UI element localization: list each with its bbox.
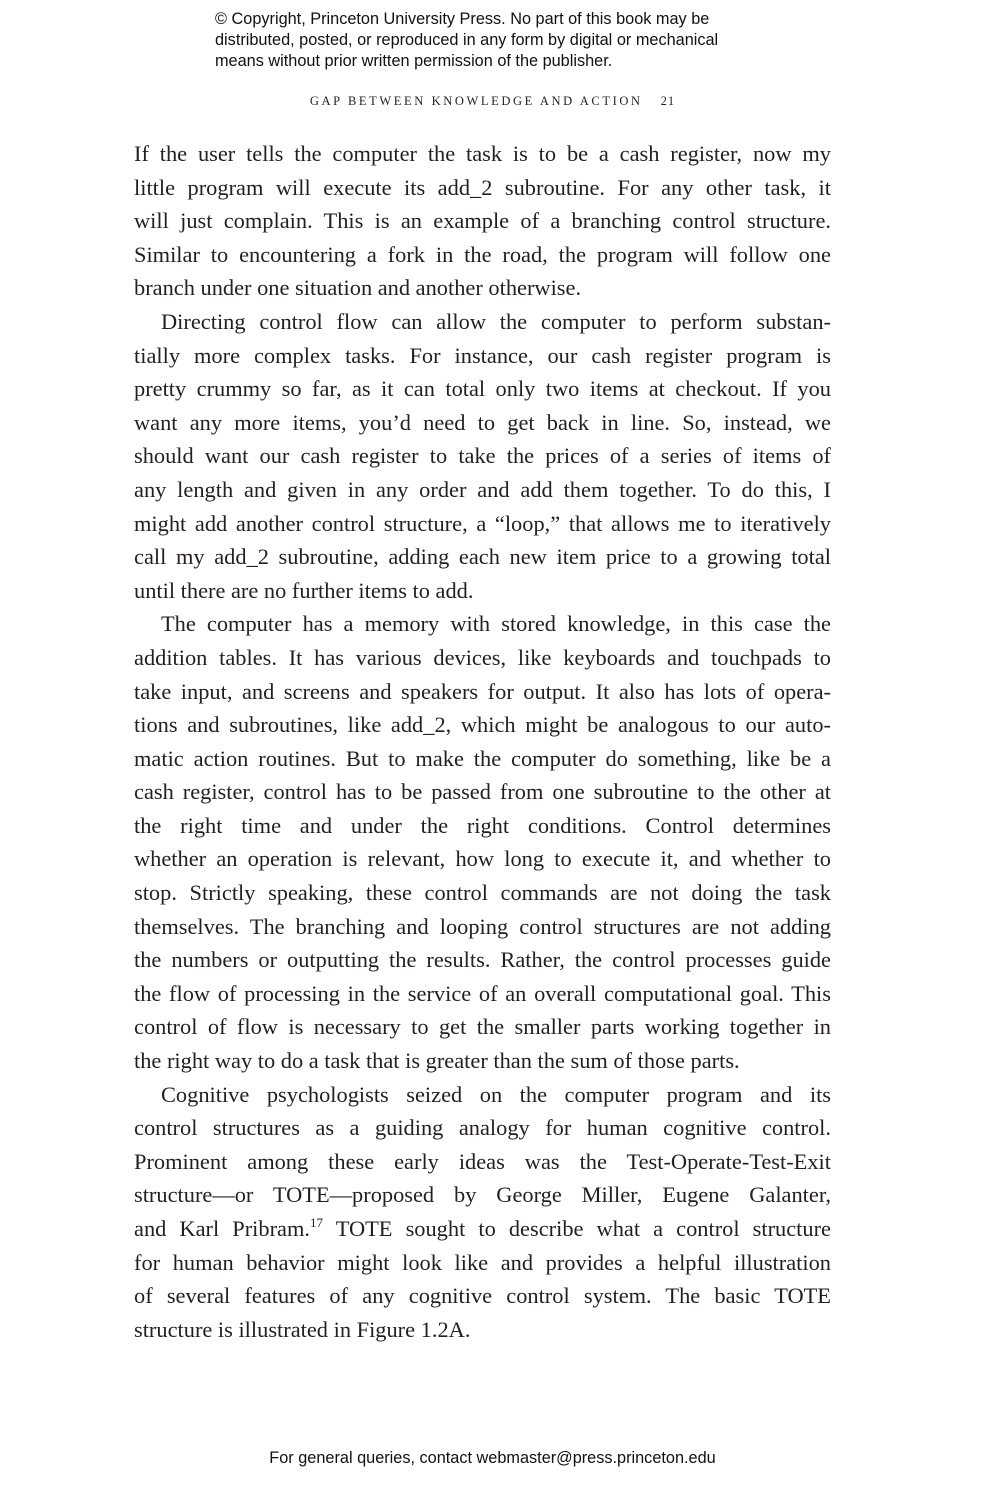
text-line-with-footnote xyxy=(134,1212,831,1246)
text-line: addition tables. It has various devices, like keyboards and touchpads to xyxy=(134,644,831,670)
text-line: Cognitive psychologists seized on the computer program and its xyxy=(161,1081,831,1107)
text-line: the flow of processing in the service of an overall computational goal. This xyxy=(134,980,831,1006)
text-segment: TOTE sought to describe what a control structure xyxy=(323,1216,831,1241)
text-line: until there are no further items to add. xyxy=(134,577,474,603)
paragraph xyxy=(134,607,831,1077)
paragraph xyxy=(134,1078,831,1347)
text-line: for human behavior might look like and provides a helpful illustration xyxy=(134,1249,831,1275)
text-line: little program will execute its add_2 subroutine. For any other task, it xyxy=(134,174,831,200)
text-line: control structures as a guiding analogy for human cognitive control. xyxy=(134,1115,831,1141)
paragraph xyxy=(134,305,831,607)
text-line: Prominent among these early ideas was the Test-Operate-Test-Exit xyxy=(134,1148,831,1174)
text-line: should want our cash register to take the prices of a series of items of xyxy=(134,443,831,469)
text-line: Directing control flow can allow the computer to perform substan- xyxy=(161,308,831,334)
body-text xyxy=(134,137,831,1346)
text-line: branch under one situation and another otherwise. xyxy=(134,275,582,301)
text-line: stop. Strictly speaking, these control commands are not doing the task xyxy=(134,880,831,906)
copyright-notice xyxy=(215,9,815,72)
page-number: 21 xyxy=(660,94,676,108)
copyright-line: © Copyright, Princeton University Press. No part of this book may be xyxy=(215,10,710,28)
running-head xyxy=(0,94,985,109)
text-line: tially more complex tasks. For instance, our cash register program is xyxy=(134,342,831,368)
text-line: whether an operation is relevant, how long to execute it, and whether to xyxy=(134,846,831,872)
text-line: might add another control structure, a “loop,” that allows me to iteratively xyxy=(134,510,831,536)
text-line: call my add_2 subroutine, adding each new item price to a growing total xyxy=(134,544,831,570)
text-line: structure—or TOTE—proposed by George Miller, Eugene Galanter, xyxy=(134,1182,831,1208)
text-line: will just complain. This is an example of a branching control structure. xyxy=(134,208,831,234)
text-line: take input, and screens and speakers for output. It also has lots of opera- xyxy=(134,678,831,704)
text-line: any length and given in any order and add them together. To do this, I xyxy=(134,476,831,502)
copyright-line: means without prior written permission of the publisher. xyxy=(215,52,613,70)
text-line: the right time and under the right conditions. Control determines xyxy=(134,812,831,838)
text-line: tions and subroutines, like add_2, which might be analogous to our auto- xyxy=(134,712,831,738)
text-line: matic action routines. But to make the computer do something, like be a xyxy=(134,745,831,771)
text-line: structure is illustrated in Figure 1.2A. xyxy=(134,1316,471,1342)
running-head-title: GAP BETWEEN KNOWLEDGE AND ACTION xyxy=(309,94,643,108)
text-line: the right way to do a task that is greater than the sum of those parts. xyxy=(134,1048,740,1074)
text-line: control of flow is necessary to get the smaller parts working together in xyxy=(134,1014,831,1040)
text-line: want any more items, you’d need to get back in line. So, instead, we xyxy=(134,409,831,435)
text-line: pretty crummy so far, as it can total only two items at checkout. If you xyxy=(134,376,831,402)
text-line: themselves. The branching and looping control structures are not adding xyxy=(134,913,831,939)
text-line: Similar to encountering a fork in the road, the program will follow one xyxy=(134,241,831,267)
footer-contact: For general queries, contact webmaster@press.princeton.edu xyxy=(269,1449,716,1467)
text-line: The computer has a memory with stored knowledge, in this case the xyxy=(161,611,831,637)
text-line: If the user tells the computer the task is to be a cash register, now my xyxy=(134,141,831,166)
text-line: cash register, control has to be passed from one subroutine to the other at xyxy=(134,779,831,805)
copyright-line: distributed, posted, or reproduced in any form by digital or mechanical xyxy=(215,31,719,49)
text-segment: and Karl Pribram. xyxy=(134,1216,311,1241)
footnote-reference[interactable]: 17 xyxy=(310,1215,324,1230)
text-line: of several features of any cognitive control system. The basic TOTE xyxy=(134,1283,831,1309)
text-line: the numbers or outputting the results. Rather, the control processes guide xyxy=(134,947,831,973)
paragraph xyxy=(134,137,831,305)
